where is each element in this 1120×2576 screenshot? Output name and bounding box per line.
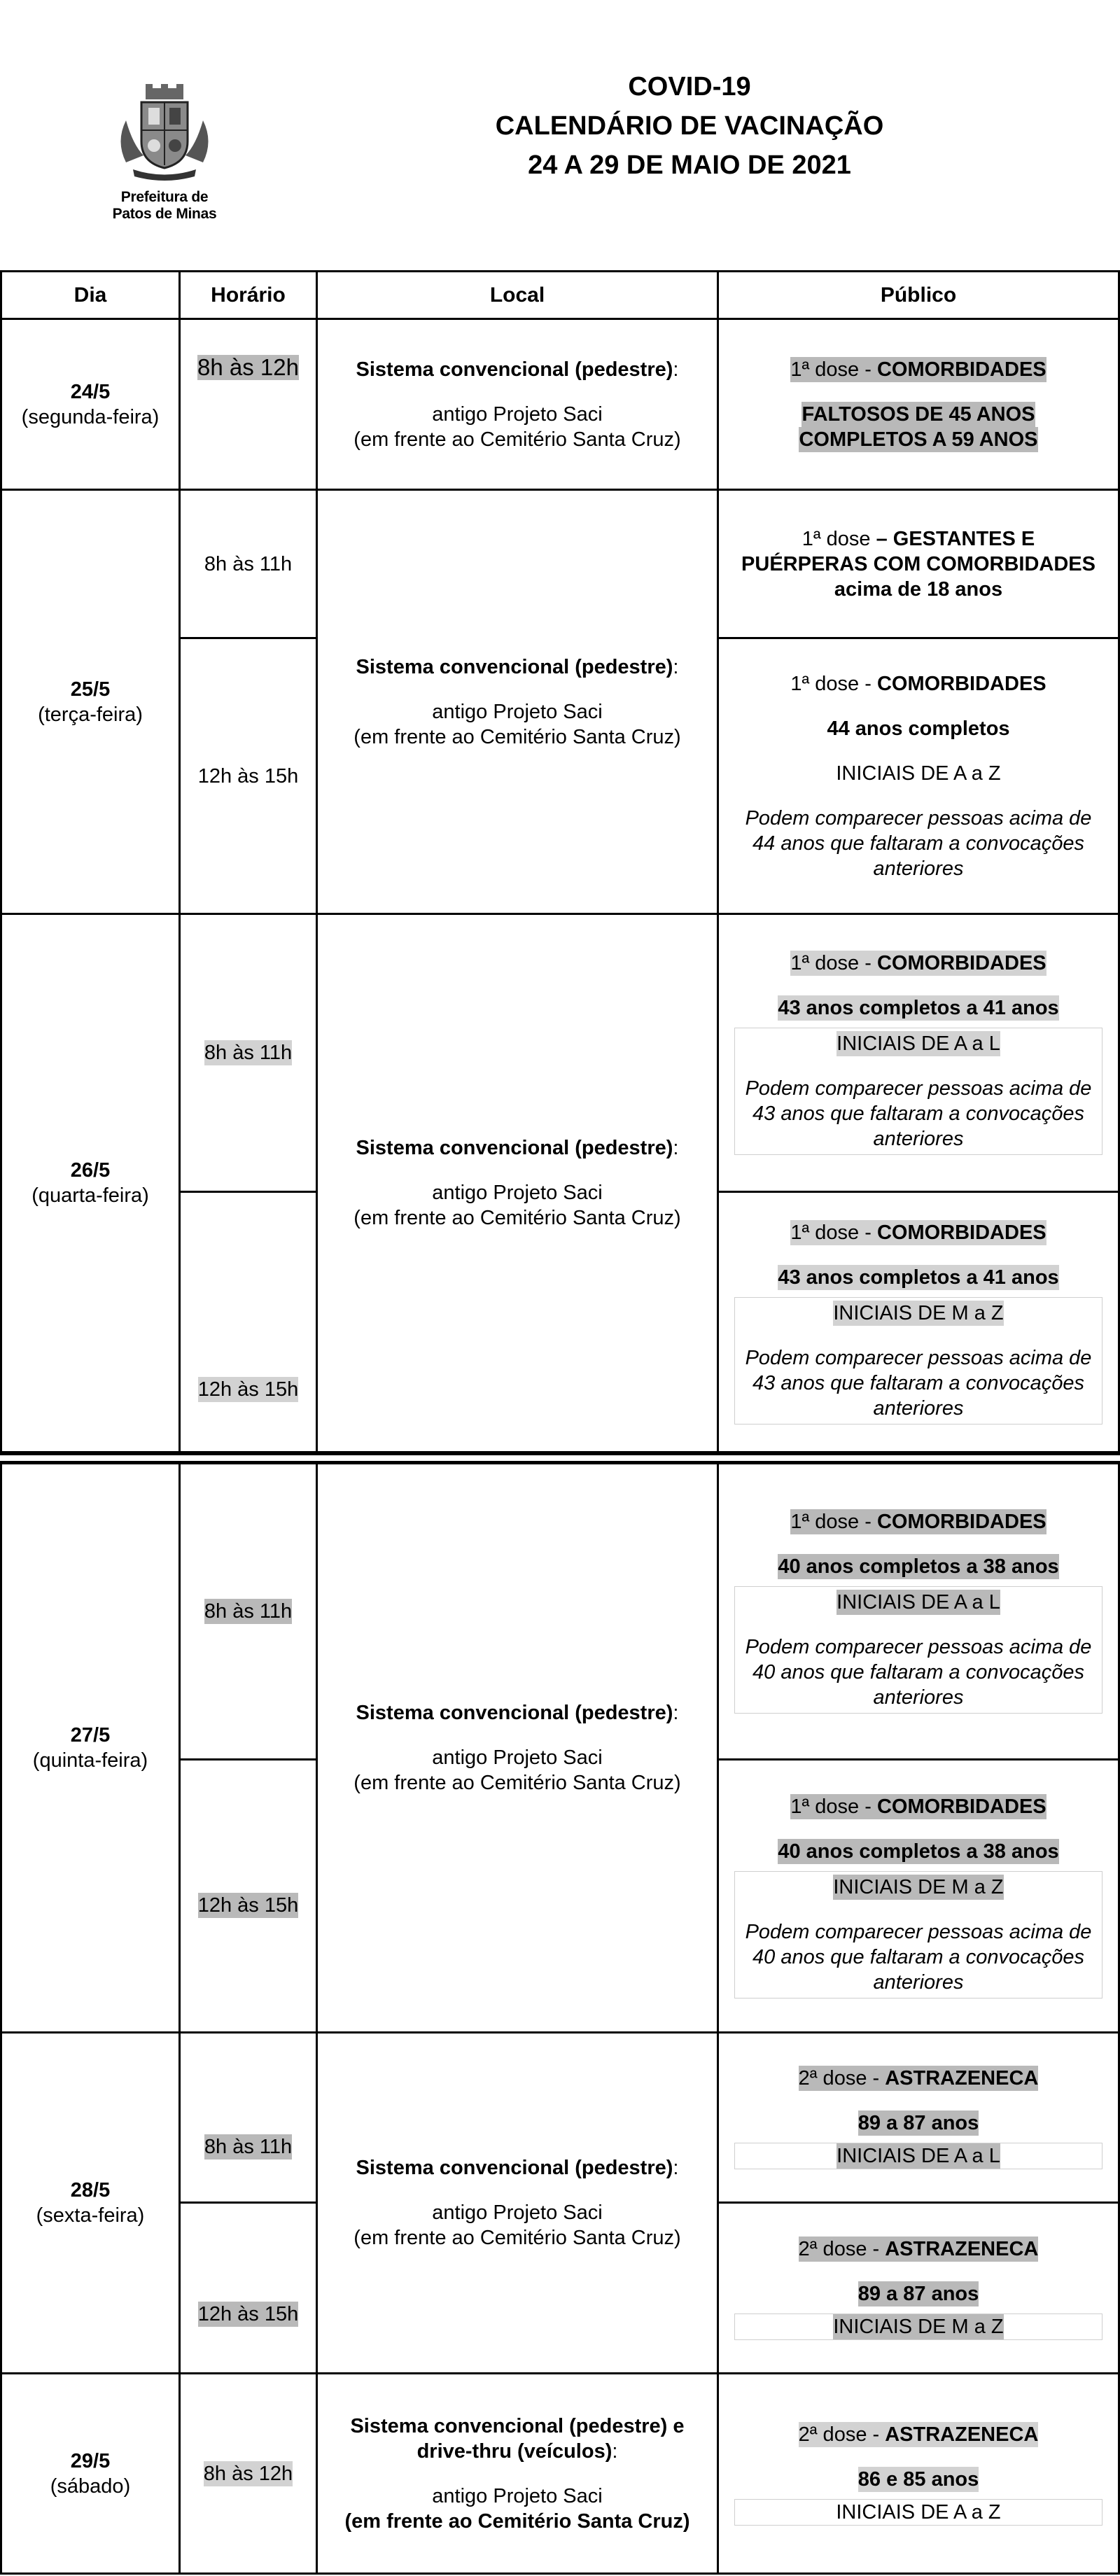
day-date: 29/5 (70, 2449, 111, 2472)
day-cell-27-5 (0, 1462, 181, 2033)
time-text: 8h às 12h (197, 354, 299, 380)
dose-line: 1ª dose - COMORBIDADES (790, 1795, 1046, 1818)
coat-of-arms-icon (112, 78, 217, 183)
public-line: PUÉRPERAS COM COMORBIDADES (741, 552, 1096, 575)
time-text: 12h às 15h (197, 764, 299, 788)
vaccination-table (0, 270, 1120, 2575)
local-title: Sistema convencional (pedestre): (356, 2157, 679, 2179)
local-cell (316, 913, 719, 1453)
note-line: anteriores (873, 1686, 964, 1709)
time-cell (178, 2202, 318, 2374)
initials-note-box (734, 1586, 1102, 1714)
column-header-horario: Horário (178, 270, 318, 320)
initials-note-box (734, 1871, 1102, 1998)
initials-line: INICIAIS DE M a Z (833, 1875, 1004, 1898)
time-cell (178, 489, 318, 639)
note-line: Podem comparecer pessoas acima de (745, 806, 1092, 830)
local-line2: (em frente ao Cemitério Santa Cruz) (354, 725, 681, 748)
time-text: 8h às 11h (204, 1042, 293, 1064)
dose-line: 1ª dose – GESTANTES E (802, 527, 1035, 550)
note-line: 40 anos que faltaram a convocações (752, 1945, 1084, 1968)
initials-line: INICIAIS DE M a Z (833, 2315, 1004, 2338)
note-line: Podem comparecer pessoas acima de (745, 1920, 1092, 1943)
initials-box (734, 2314, 1102, 2340)
initials-line: INICIAIS DE A a L (836, 2145, 1000, 2167)
initials-line: INICIAIS DE A a L (836, 1591, 1000, 1614)
time-text: 12h às 15h (197, 2303, 299, 2325)
note-line: 44 anos que faltaram a convocações (752, 832, 1084, 855)
note-line: anteriores (873, 857, 964, 880)
note-line: 43 anos que faltaram a convocações (752, 1102, 1084, 1125)
local-title: drive-thru (veículos): (416, 2440, 618, 2463)
dose-line: 1ª dose - COMORBIDADES (790, 358, 1046, 381)
title-line-dates: 24 A 29 DE MAIO DE 2021 (528, 150, 851, 180)
local-line2: (em frente ao Cemitério Santa Cruz) (354, 428, 681, 451)
column-header-dia: Dia (0, 270, 181, 320)
note-line: Podem comparecer pessoas acima de (745, 1636, 1092, 1658)
day-weekday: (sexta-feira) (36, 2204, 145, 2227)
age-range: 89 a 87 anos (858, 2282, 979, 2305)
public-line: acima de 18 anos (834, 578, 1003, 601)
day-weekday: (sábado) (50, 2474, 131, 2498)
local-cell (316, 1462, 719, 2033)
public-cell (717, 489, 1120, 639)
dose-line: 1ª dose - COMORBIDADES (790, 672, 1046, 695)
title-line-calendar: CALENDÁRIO DE VACINAÇÃO (495, 111, 884, 141)
local-line1: antigo Projeto Saci (432, 402, 603, 426)
initials-note-box (734, 1297, 1102, 1424)
note-line: Podem comparecer pessoas acima de (745, 1346, 1092, 1369)
day-cell-24-5 (0, 318, 181, 491)
local-line2: (em frente ao Cemitério Santa Cruz) (354, 2227, 681, 2249)
day-weekday: (segunda-feira) (21, 405, 160, 428)
local-line1: antigo Projeto Saci (432, 700, 603, 723)
day-cell-28-5 (0, 2031, 181, 2374)
column-header-local: Local (316, 270, 719, 320)
public-cell (717, 1462, 1120, 1760)
age-range: 44 anos completos (827, 717, 1010, 740)
local-line1: antigo Projeto Saci (432, 2202, 603, 2224)
time-cell (178, 1462, 318, 1760)
day-weekday: (quinta-feira) (32, 1749, 148, 1772)
time-cell (178, 1191, 318, 1453)
day-cell-26-5 (0, 913, 181, 1453)
public-cell (717, 2202, 1120, 2374)
time-text: 8h às 11h (204, 2136, 293, 2158)
local-line2: (em frente ao Cemitério Santa Cruz) (354, 1207, 681, 1229)
day-date: 24/5 (70, 380, 111, 403)
initials-line: INICIAIS DE A a Z (836, 2500, 1001, 2524)
column-header-publico: Público (717, 270, 1120, 320)
local-line1: antigo Projeto Saci (432, 1746, 603, 1769)
local-title: Sistema convencional (pedestre): (356, 1702, 679, 1724)
day-date: 26/5 (70, 1159, 111, 1182)
dose-line: 2ª dose - ASTRAZENECA (798, 2237, 1039, 2260)
age-range: 40 anos completos a 38 anos (778, 1555, 1059, 1578)
local-title: Sistema convencional (pedestre): (356, 655, 679, 678)
local-cell (316, 318, 719, 491)
day-weekday: (quarta-feira) (31, 1184, 149, 1207)
day-cell-29-5 (0, 2372, 181, 2575)
public-line: FALTOSOS DE 45 ANOS (802, 402, 1035, 426)
local-title: Sistema convencional (pedestre): (356, 1137, 679, 1159)
note-line: anteriores (873, 1128, 964, 1150)
logo-caption-line1: Prefeitura de (120, 189, 209, 205)
time-text: 8h às 12h (203, 2462, 293, 2485)
time-cell (178, 2372, 318, 2575)
initials-line: INICIAIS DE M a Z (833, 1301, 1004, 1324)
public-cell (717, 2372, 1120, 2575)
local-line2: (em frente ao Cemitério Santa Cruz) (354, 1772, 681, 1794)
time-cell (178, 318, 318, 491)
public-cell (717, 637, 1120, 915)
dose-line: 1ª dose - COMORBIDADES (790, 1511, 1046, 1533)
local-cell (316, 489, 719, 915)
time-text: 12h às 15h (197, 1894, 299, 1917)
title-line-covid: COVID-19 (628, 72, 751, 102)
note-line: anteriores (873, 1396, 964, 1420)
initials-line: INICIAIS DE A a Z (836, 762, 1001, 785)
time-text: 8h às 11h (204, 552, 293, 575)
time-text: 12h às 15h (197, 1378, 299, 1401)
city-logo (105, 78, 224, 239)
dose-line: 2ª dose - ASTRAZENECA (798, 2423, 1039, 2446)
initials-box (734, 2143, 1102, 2169)
day-date: 27/5 (70, 1724, 111, 1746)
local-title: Sistema convencional (pedestre): (356, 358, 679, 381)
time-cell (178, 637, 318, 915)
local-cell (316, 2031, 719, 2374)
section-divider (0, 1453, 1120, 1463)
time-cell (178, 1758, 318, 2033)
local-line1: antigo Projeto Saci (432, 2484, 603, 2507)
dose-line: 2ª dose - ASTRAZENECA (798, 2067, 1039, 2090)
time-cell (178, 913, 318, 1193)
day-weekday: (terça-feira) (38, 703, 143, 726)
note-line: 40 anos que faltaram a convocações (752, 1661, 1084, 1684)
page-title (392, 67, 987, 185)
dose-line: 1ª dose - COMORBIDADES (790, 952, 1046, 974)
initials-note-box (734, 1028, 1102, 1155)
note-line: anteriores (873, 1970, 964, 1994)
dose-line: 1ª dose - COMORBIDADES (790, 1221, 1046, 1244)
age-range: 43 anos completos a 41 anos (778, 1266, 1059, 1289)
logo-caption (105, 189, 224, 223)
initials-box (734, 2499, 1102, 2526)
note-line: Podem comparecer pessoas acima de (745, 1077, 1092, 1100)
local-cell (316, 2372, 719, 2575)
age-range: 89 a 87 anos (858, 2112, 979, 2134)
note-line: 43 anos que faltaram a convocações (752, 1371, 1084, 1394)
initials-line: INICIAIS DE A a L (836, 1032, 1000, 1055)
time-text: 8h às 11h (204, 1600, 293, 1623)
local-line1: antigo Projeto Saci (432, 1182, 603, 1204)
public-cell (717, 1191, 1120, 1453)
time-cell (178, 2031, 318, 2204)
public-cell (717, 318, 1120, 491)
age-range: 43 anos completos a 41 anos (778, 997, 1059, 1019)
day-cell-25-5 (0, 489, 181, 915)
day-date: 28/5 (70, 2179, 111, 2202)
public-line: COMPLETOS A 59 ANOS (799, 428, 1038, 451)
public-cell (717, 1758, 1120, 2033)
local-title: Sistema convencional (pedestre) e (350, 2414, 685, 2437)
logo-caption-line2: Patos de Minas (112, 206, 217, 222)
age-range: 40 anos completos a 38 anos (778, 1840, 1059, 1863)
public-cell (717, 913, 1120, 1193)
age-range: 86 e 85 anos (858, 2468, 979, 2491)
public-cell (717, 2031, 1120, 2204)
local-line2: (em frente ao Cemitério Santa Cruz) (344, 2510, 690, 2533)
document-header (0, 0, 1120, 270)
day-date: 25/5 (70, 678, 111, 701)
